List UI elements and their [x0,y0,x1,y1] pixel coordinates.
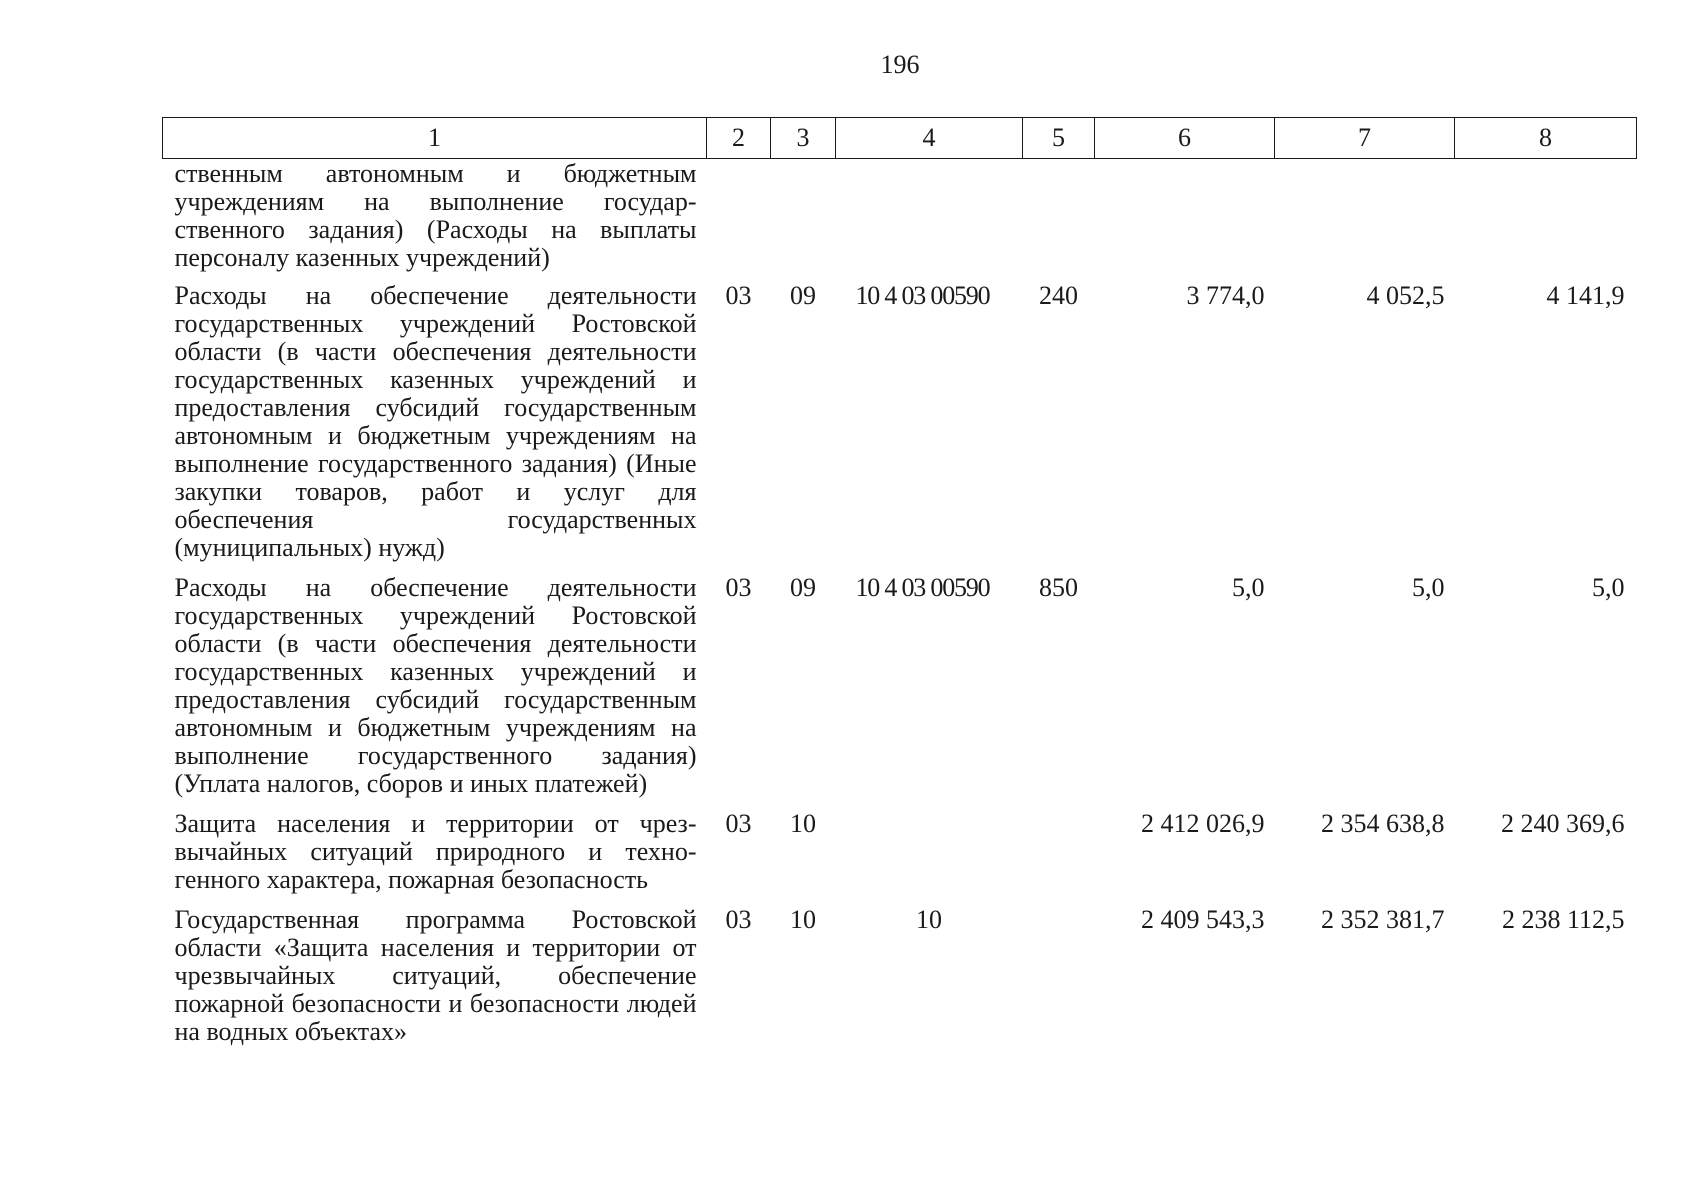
row-amount-col-6: 2 412 026,9 [1141,809,1265,838]
row-description: ственным автономным и бюджетным учреждениям на выполнение государственного задания) (Расходы на выплаты персоналу казенных учреждений) [174,159,697,272]
row-subsection-code: 10 [790,809,816,838]
table-header [163,118,1637,159]
row-expense-type-code [1023,810,1095,906]
row-amount-col-6: 3 774,0 [1186,281,1265,310]
row-description: Расходы на обеспечение деятельности государственных учреждений Ростовской области (в части обеспечения деятельности государственных казенных учреждений и предоставления субсидий государственным автономным и бюджетным учреждениям на выполнение государственного задания) (Иные закупки товаров, работ и услуг для обеспечения государственных (муниципальных) нужд) [174,281,697,562]
header-col-3: 3 [771,118,836,159]
row-expense-type-code: 850 [1039,573,1078,602]
row-expense-type-code [1023,906,1095,1058]
row-subsection-code: 10 [790,905,816,934]
table-row [163,282,1637,574]
row-subsection-code: 09 [790,281,816,310]
row-amount-col-7: 5,0 [1412,573,1445,602]
row-section-code: 03 [725,573,752,602]
budget-table [162,117,1637,1058]
row-amount-col-7: 4 052,5 [1366,281,1445,310]
row-subsection-code [771,159,836,283]
row-amount-col-7: 2 354 638,8 [1321,809,1445,838]
row-amount-col-8: 2 238 112,5 [1501,905,1625,934]
row-section-code [707,159,771,283]
header-col-8: 8 [1455,118,1637,159]
row-amount-col-7: 2 352 381,7 [1321,905,1445,934]
row-target-article-code [836,810,1023,906]
row-description: Государственная программа Ростовской области «Защита населения и территории от чрезвычайных ситуаций, обеспечение пожарной безопасности и безопасности людей на водных объектах» [174,905,697,1046]
row-amount-col-6: 5,0 [1232,573,1265,602]
row-expense-type-code: 240 [1039,281,1078,310]
row-amount-col-8 [1455,159,1637,283]
row-amount-col-7 [1275,159,1455,283]
page-number: 196 [880,50,920,79]
table-row [163,810,1637,906]
header-col-6: 6 [1095,118,1275,159]
table-row [163,906,1637,1058]
header-col-7: 7 [1275,118,1455,159]
row-amount-col-6 [1095,159,1275,283]
row-description: Защита населения и территории от чрезвычайных ситуаций природного и техногенного характера, пожарная безопасность [174,809,697,894]
table-row [163,159,1637,283]
row-amount-col-6: 2 409 543,3 [1141,905,1265,934]
table-body [163,159,1637,1059]
table-row [163,574,1637,810]
row-target-article-code: 10 [916,905,942,934]
row-subsection-code: 09 [790,573,816,602]
row-amount-col-8: 4 141,9 [1546,281,1625,310]
row-target-article-code [836,159,1023,283]
row-target-article-code: 10 4 03 00590 [855,573,990,602]
header-col-1: 1 [163,118,707,159]
row-section-code: 03 [725,809,752,838]
row-target-article-code: 10 4 03 00590 [855,281,990,310]
header-col-4: 4 [836,118,1023,159]
header-row [163,118,1637,159]
row-section-code: 03 [725,281,752,310]
header-col-2: 2 [707,118,771,159]
row-description: Расходы на обеспечение деятельности государственных учреждений Ростовской области (в части обеспечения деятельности государственных казенных учреждений и предоставления субсидий государственным автономным и бюджетным учреждениям на выполнение государственного задания) (Уплата налогов, сборов и иных платежей) [174,573,697,798]
row-expense-type-code [1023,159,1095,283]
row-amount-col-8: 2 240 369,6 [1501,809,1625,838]
header-col-5: 5 [1023,118,1095,159]
row-section-code: 03 [725,905,752,934]
row-amount-col-8: 5,0 [1592,573,1625,602]
